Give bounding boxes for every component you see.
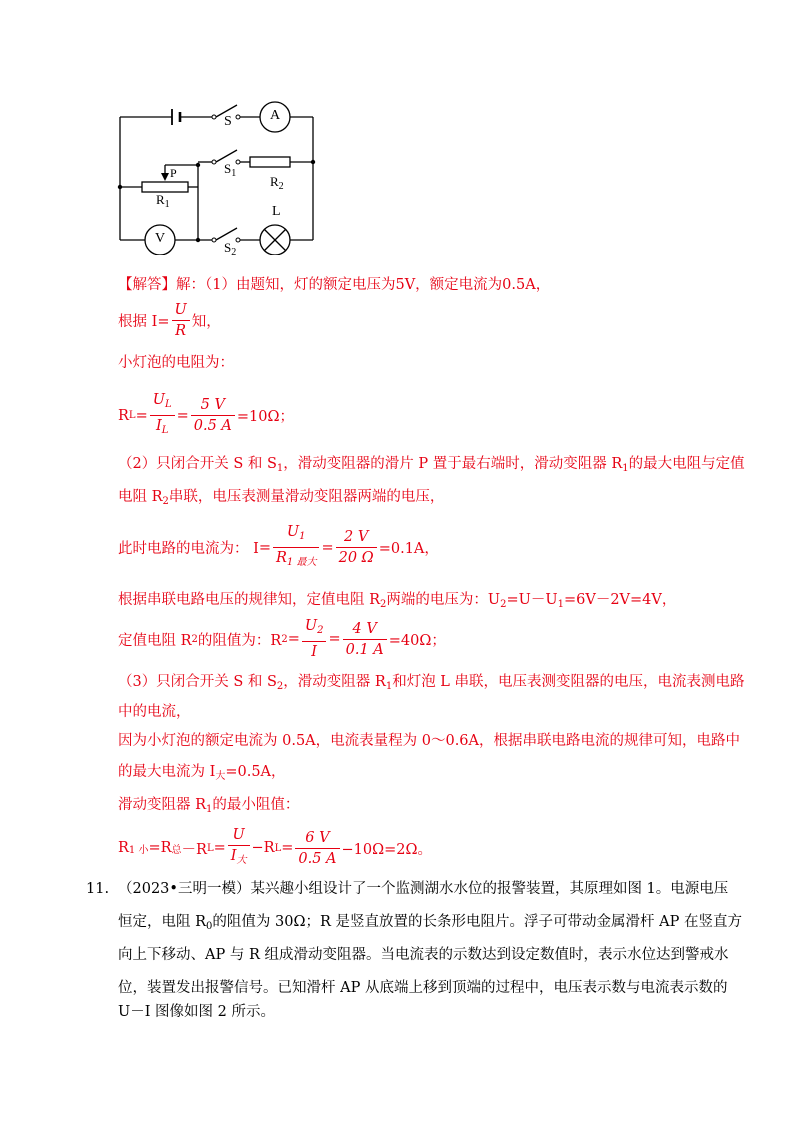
- resistor-r2-label: $R_2$: [270, 174, 284, 192]
- ammeter-label: A: [270, 108, 281, 123]
- solution-line-8: 根据串联电路电压的规律知，定值电阻 $R_2$两端的电压为：$U_2=U-U_1=6V-2V=4V$，: [118, 592, 677, 610]
- solution-line-10: （3）只闭合开关 S 和 $S_2$，滑动变阻器 $R_1$和灯泡 L 串联，电压表测变阻器的电压，电流表测电路: [118, 674, 745, 692]
- solution-line-6: 电阻 $R_2$串联，电压表测量滑动变阻器两端的电压，: [118, 489, 445, 507]
- solution-line-13: 的最大电流为 $I_大=0.5A$，: [118, 764, 286, 782]
- solution-line-5: （2）只闭合开关 S 和 $S_1$，滑动变阻器的滑片 P 置于最右端时，滑动变阻器 $R_1$的最大电阻与定值: [118, 456, 745, 474]
- solution-line-11: 中的电流，: [118, 704, 191, 720]
- question-11-number: 11.: [86, 881, 110, 897]
- lamp-l-label: L: [272, 204, 281, 219]
- question-11-line-4: 位，装置发出报警信号。已知滑杆 AP 从底端上移到顶端的过程中，电压表示数与电流表示数的: [118, 980, 728, 996]
- question-11-line-2: 恒定，电阻 $R_0$的阻值为 30Ω；R 是竖直放置的长条形电阻片。浮子可带动金属滑杆 AP 在竖直方: [118, 914, 742, 932]
- voltmeter-label: V: [155, 231, 166, 246]
- solution-line-9: 定值电阻 R 2 的阻值为：R 2 = $\frac{U_2}{I}$ = $\frac{4 V}{0.1 A}$ =40Ω；: [118, 618, 446, 660]
- solution-line-3: 小灯泡的电阻为：: [118, 355, 234, 371]
- question-11-line-3: 向上下移动、AP 与 R 组成滑动变阻器。当电流表的示数达到设定数值时，表示水位达到警戒水: [118, 947, 729, 963]
- solution-line-14: 滑动变阻器 $R_1$的最小阻值：: [118, 797, 300, 815]
- solution-line-7: 此时电路的电流为： I = $\frac{U_1}{R_{1 最大}}$ = $\frac{2 V}{20 \Omega}$ =0.1A，: [118, 524, 439, 568]
- slider-p-label: P: [170, 166, 177, 180]
- solution-line-1: 【解答】解：（1）由题知，灯的额定电压为5V，额定电流为0.5A，: [118, 277, 551, 293]
- solution-line-2: 根据 I= $\frac{U}{R}$ 知，: [118, 302, 221, 339]
- question-11-line-1: （2023•三明一模）某兴趣小组设计了一个监测湖水水位的报警装置，其原理如图 1。电源电压: [118, 881, 729, 897]
- rheostat-r1-label: $R_1$: [156, 192, 170, 210]
- switch-s-label: S: [224, 114, 232, 129]
- switch-s2-label: $S_2$: [224, 240, 237, 258]
- solution-line-4: R L = $\frac{U_L}{I_L}$ = $\frac{5 V}{0.5 A}$ =10Ω；: [118, 392, 295, 436]
- switch-s1-label: $S_1$: [224, 161, 237, 179]
- question-11-line-5: U－I 图像如图 2 所示。: [118, 1004, 275, 1020]
- solution-line-12: 因为小灯泡的额定电流为 0.5A，电流表量程为 0～0.6A，根据串联电路电流的规律可知，电路中: [118, 733, 741, 749]
- circuit-diagram: [110, 95, 325, 255]
- solution-line-15: R 1 小 =R 总 －R L = $\frac{U}{I_大}$ −R L = $\frac{6 V}{0.5 A}$ −10Ω=2Ω。: [118, 827, 433, 867]
